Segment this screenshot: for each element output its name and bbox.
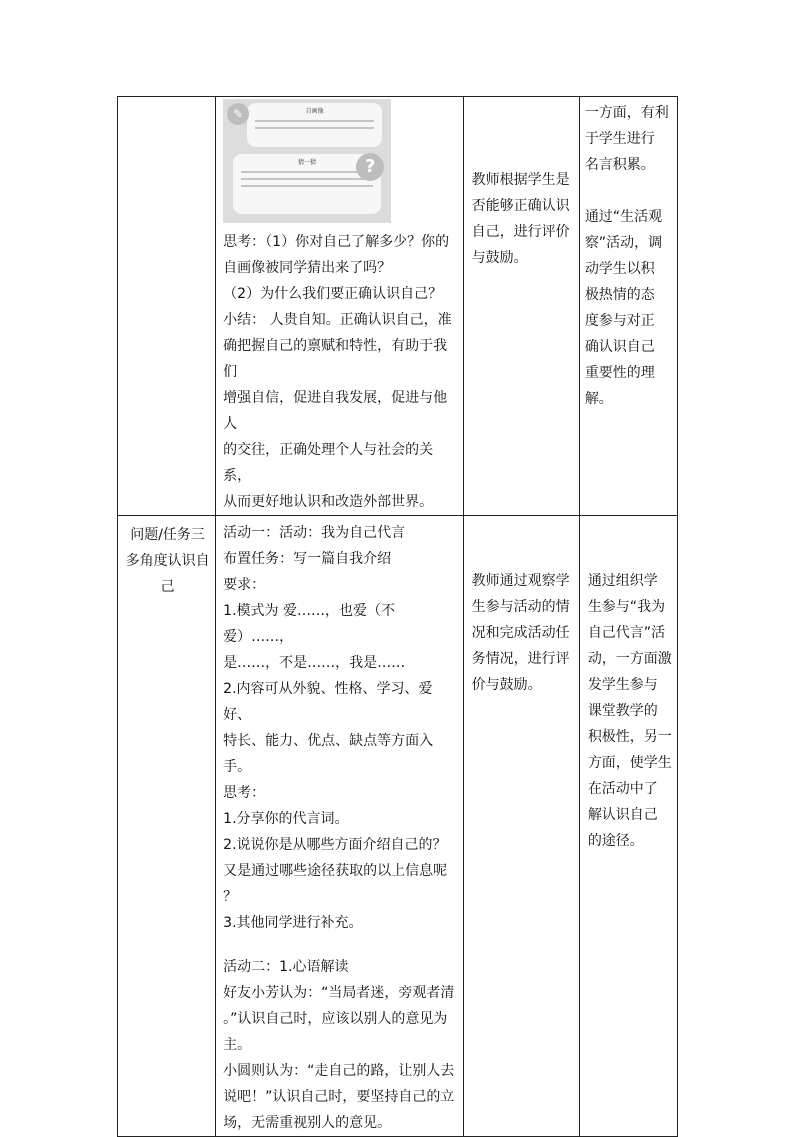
- stage-cell: [118, 97, 216, 516]
- design-intent-cell: 通过组织学 生参与“我为 自己代言”活 动，一方面激 发学生参与 课堂教学的 积极性，另一 方面，使学生 在活动中了 解认识自己 的途径。: [579, 516, 677, 1137]
- lesson-plan-table: [117, 96, 678, 1137]
- table-row: [118, 97, 678, 516]
- palette-icon: ✎: [227, 103, 249, 125]
- question-icon: ?: [356, 153, 384, 181]
- self-portrait-card: 自画像: [247, 103, 382, 147]
- teaching-activity-cell: [216, 97, 463, 516]
- design-intent-cell: 一方面，有利 于学生进行 名言积累。 通过“生活观 察”活动，调 动学生以积 极热情的态 度参与对正 确认识自己 重要性的理 解。: [579, 97, 677, 516]
- activity-two-text: 活动二：1.心语解读 好友小芳认为：“当局者迷，旁观者清 。”认识自己时，应该以别人的意见为 主。 小圆则认为：“走自己的路，让别人去 说吧！”认识自己时，要坚持自己的立 场，无需重视别人的意见。: [223, 959, 455, 1131]
- table-row: [118, 516, 678, 1137]
- guess-card: 猜一猜: [233, 154, 381, 214]
- stage-cell: 问题/任务三 多角度认识自 己: [118, 516, 216, 1137]
- thinking-and-summary-text: 思考：（1）你对自己了解多少？你的 自画像被同学猜出来了吗？ （2）为什么我们要正确认识自己？ 小结： 人贵自知。正确认识自己，准 确把握自己的禀赋和特性，有助于我们 增强自信，促进自我发展，促进与他人 的交往，正确处理个人与社会的关系， 从而更好地认识和改造外部世界。: [223, 234, 452, 510]
- evaluation-cell: 教师根据学生是 否能够正确认识 自己，进行评价 与鼓励。: [463, 97, 579, 516]
- activity-one-text: 活动一：活动：我为自己代言 布置任务：写一篇自我介绍 要求： 1.模式为 爱……，也爱（不爱）……， 是……，不是……，我是…… 2.内容可从外貌、性格、学习、爱好、 特长、能力、优点、缺点等方面入手。 思考： 1.分享你的代言词。 2.说说你是从哪些方面介绍自己的？ 又是通过哪些途径获取的以上信息呢 ？ 3.其他同学进行补充。 活动二：1.心语解读 好友小芳认为：“当局者迷，旁观者清 。”认识自己时，应该以别人的意见为 主。 小圆则认为：“走自己的路，让别人去 说吧！”认识自己时，要坚持自己的立 场，无需重视别人的意见。: [216, 516, 462, 1136]
- teaching-activity-cell: [216, 516, 463, 1137]
- textbook-illustration: [223, 99, 391, 223]
- evaluation-cell: 教师通过观察学 生参与活动的情 况和完成活动任 务情况，进行评 价与鼓励。: [463, 516, 579, 1137]
